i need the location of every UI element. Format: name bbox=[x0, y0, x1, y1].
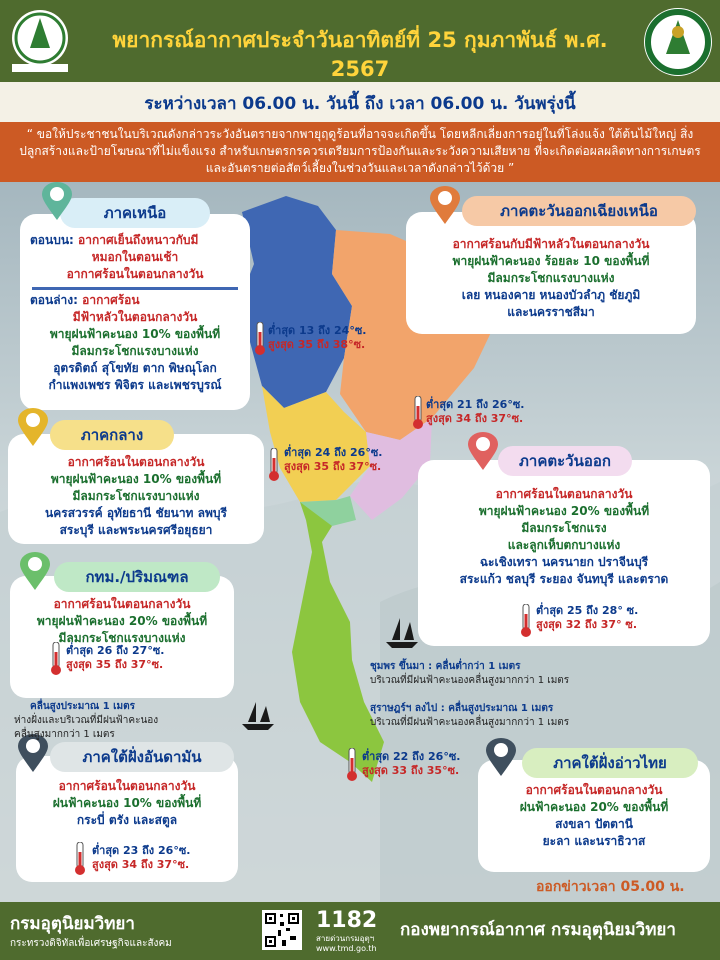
location-pin-icon bbox=[18, 552, 52, 592]
north-lower-6: กำแพงเพชร พิจิตร และเพชรบูรณ์ bbox=[48, 378, 222, 392]
south-east-line-4: ยะลา และนราธิวาส bbox=[542, 834, 646, 848]
bangkok-temperature: ต่ำสุด 26 ถึง 27°ซ. สูงสุด 35 ถึง 37°ซ. bbox=[66, 644, 165, 671]
central-line-5: สระบุรี และพระนครศรีอยุธยา bbox=[59, 523, 213, 537]
meteorological-department-logo bbox=[642, 4, 714, 78]
header-bar bbox=[0, 0, 720, 82]
thermometer-icon bbox=[254, 322, 266, 356]
north-upper-1: อากาศเย็นถึงหนาวกับมี bbox=[78, 233, 199, 247]
thermometer-icon bbox=[74, 842, 86, 876]
warning-notice: “ ขอให้ประชาชนในบริเวณดังกล่าวระวังอันตรายจากพายุฤดูร้อนที่อาจจะเกิดขึ้น โดยหลีกเลี่ยงการอยู่ในที่โล่งแจ้ง ใต้ต้นไม้ใหญ่ สิ่งปลูกสร้างและป้ายโฆษณาที่ไม่แข็งแรง สำหรับเกษตรกรควรเตรียมการป้องกันและระวังความเสียหาย ที่จะเกิดต่อผลผลิตทางการเกษตรและอันตรายต่อสัตว์เลี้ยงในช่วงวันและเวลาดังกล่าวไว้ด้วย ” bbox=[0, 122, 720, 182]
bangkok-card bbox=[10, 576, 234, 698]
tmd-logo-left bbox=[4, 8, 76, 74]
north-lower-2: มีฟ้าหลัวในตอนกลางวัน bbox=[72, 310, 198, 324]
thermometer-icon bbox=[412, 396, 424, 430]
footer-org: กรมอุตุนิยมวิทยา bbox=[10, 914, 135, 934]
south-east-line-3: สงขลา ปัตตานี bbox=[555, 817, 633, 831]
northeast-line-1: อากาศร้อนกับมีฟ้าหลัวในตอนกลางวัน bbox=[452, 237, 650, 251]
location-pin-icon bbox=[466, 432, 500, 472]
thermometer-icon bbox=[520, 604, 532, 638]
east-line-4: และลูกเห็บตกบางแห่ง bbox=[507, 538, 621, 552]
location-pin-icon bbox=[428, 186, 462, 226]
north-temperature: ต่ำสุด 13 ถึง 24°ซ. สูงสุด 35 ถึง 38°ซ. bbox=[268, 324, 367, 351]
east-line-3: มีลมกระโชกแรง bbox=[521, 521, 607, 535]
south-west-line-2: ฝนฟ้าคะนอง 10% ของพื้นที่ bbox=[52, 796, 202, 810]
thermometer-icon bbox=[268, 448, 280, 482]
central-temperature: ต่ำสุด 24 ถึง 26°ซ. สูงสุด 35 ถึง 37°ซ. bbox=[284, 446, 383, 473]
northeast-line-2: พายุฝนฟ้าคะนอง ร้อยละ 10 ของพื้นที่ bbox=[452, 254, 650, 268]
east-title: ภาคตะวันออก bbox=[498, 446, 632, 476]
east-temperature: ต่ำสุด 25 ถึง 28° ซ. สูงสุด 32 ถึง 37° ซ. bbox=[536, 604, 639, 631]
north-card bbox=[20, 214, 250, 410]
northeast-line-4: เลย หนองคาย หนองบัวลำภู ชัยภูมิ bbox=[461, 288, 641, 302]
north-upper-2: หมอกในตอนเช้า bbox=[91, 250, 179, 264]
gulf-wave-info-2: สุราษฎร์ฯ ลงไป : คลื่นสูงประมาณ 1 เมตร บริเวณที่มีฝนฟ้าคะนองคลื่นสูงมากกว่า 1 เมตร bbox=[370, 703, 570, 728]
gulf-wave-info-1: ชุมพร ขึ้นมา : คลื่นต่ำกว่า 1 เมตร บริเวณที่มีฝนฟ้าคะนองคลื่นสูงมากกว่า 1 เมตร bbox=[370, 661, 570, 686]
south-east-line-2: ฝนฟ้าคะนอง 20% ของพื้นที่ bbox=[519, 800, 669, 814]
issued-time: ออกข่าวเวลา 05.00 น. bbox=[536, 879, 685, 895]
bangkok-line-3: มีลมกระโชกแรงบางแห่ง bbox=[58, 631, 186, 645]
northeast-line-3: มีลมกระโชกแรงบางแห่ง bbox=[487, 271, 615, 285]
northeast-temperature: ต่ำสุด 21 ถึง 26°ซ. สูงสุด 34 ถึง 37°ซ. bbox=[426, 398, 525, 425]
south-west-title: ภาคใต้ฝั่งอันดามัน bbox=[50, 742, 234, 772]
hotline-number[interactable]: 1182 bbox=[316, 908, 378, 933]
forecast-period: ระหว่างเวลา 06.00 น. วันนี้ ถึง เวลา 06.00 น. วันพรุ่งนี้ bbox=[144, 94, 576, 114]
bangkok-line-1: อากาศร้อนในตอนกลางวัน bbox=[53, 597, 191, 611]
website-link[interactable]: www.tmd.go.th bbox=[316, 944, 377, 953]
south-east-temperature: ต่ำสุด 22 ถึง 26°ซ. สูงสุด 33 ถึง 35°ซ. bbox=[362, 750, 461, 777]
south-west-line-1: อากาศร้อนในตอนกลางวัน bbox=[58, 779, 196, 793]
thermometer-icon bbox=[50, 642, 62, 676]
bangkok-line-2: พายุฝนฟ้าคะนอง 20% ของพื้นที่ bbox=[36, 614, 208, 628]
bangkok-title: กทม./ปริมณฑล bbox=[54, 562, 220, 592]
footer-department: กองพยากรณ์อากาศ กรมอุตุนิยมวิทยา bbox=[400, 920, 676, 940]
central-line-4: นครสวรรค์ อุทัยธานี ชัยนาท ลพบุรี bbox=[45, 506, 227, 520]
south-east-title: ภาคใต้ฝั่งอ่าวไทย bbox=[522, 748, 698, 778]
north-lower-5: อุตรดิตถ์ สุโขทัย ตาก พิษณุโลก bbox=[53, 361, 217, 375]
north-lower-label: ตอนล่าง: bbox=[30, 293, 78, 307]
central-line-1: อากาศร้อนในตอนกลางวัน bbox=[67, 455, 205, 469]
south-east-line-1: อากาศร้อนในตอนกลางวัน bbox=[525, 783, 663, 797]
hotline-label: สายด่วนกรมอุตุฯ www.tmd.go.th bbox=[316, 934, 377, 953]
south-west-temperature: ต่ำสุด 23 ถึง 26°ซ. สูงสุด 34 ถึง 37°ซ. bbox=[92, 844, 191, 871]
east-line-1: อากาศร้อนในตอนกลางวัน bbox=[495, 487, 633, 501]
north-lower-3: พายุฝนฟ้าคะนอง 10% ของพื้นที่ bbox=[49, 327, 221, 341]
east-line-5: ฉะเชิงเทรา นครนายก ปราจีนบุรี bbox=[479, 555, 649, 569]
northeast-card bbox=[406, 212, 696, 334]
location-pin-icon bbox=[16, 408, 50, 448]
northeast-title: ภาคตะวันออกเฉียงเหนือ bbox=[462, 196, 696, 226]
north-lower-1: อากาศร้อน bbox=[82, 293, 140, 307]
north-upper-label: ตอนบน: bbox=[30, 233, 74, 247]
north-title: ภาคเหนือ bbox=[60, 198, 210, 228]
footer-ministry: กระทรวงดิจิทัลเพื่อเศรษฐกิจและสังคม bbox=[10, 938, 172, 949]
qr-code-icon[interactable] bbox=[262, 910, 302, 950]
north-divider bbox=[32, 287, 238, 290]
central-card bbox=[8, 434, 264, 544]
location-pin-icon bbox=[40, 182, 74, 222]
page-title: พยากรณ์อากาศประจำวันอาทิตย์ที่ 25 กุมภาพันธ์ พ.ศ. 2567 bbox=[112, 28, 608, 81]
east-line-6: สระแก้ว ชลบุรี ระยอง จันทบุรี และตราด bbox=[459, 572, 669, 586]
north-region bbox=[242, 196, 352, 408]
central-line-2: พายุฝนฟ้าคะนอง 10% ของพื้นที่ bbox=[50, 472, 222, 486]
north-lower-4: มีลมกระโชกแรงบางแห่ง bbox=[71, 344, 199, 358]
northeast-line-5: และนครราชสีมา bbox=[507, 305, 595, 319]
central-line-3: มีลมกระโชกแรงบางแห่ง bbox=[72, 489, 200, 503]
thermometer-icon bbox=[346, 748, 358, 782]
andaman-wave-info: คลื่นสูงประมาณ 1 เมตร ห่างฝั่งและบริเวณที่มีฝนฟ้าคะนอง คลื่นสูงมากกว่า 1 เมตร bbox=[14, 701, 159, 740]
map-scene bbox=[0, 182, 720, 902]
south-west-line-3: กระบี่ ตรัง และสตูล bbox=[76, 813, 178, 827]
north-upper-3: อากาศร้อนในตอนกลางวัน bbox=[66, 267, 204, 281]
east-line-2: พายุฝนฟ้าคะนอง 20% ของพื้นที่ bbox=[478, 504, 650, 518]
location-pin-icon bbox=[484, 738, 518, 778]
central-title: ภาคกลาง bbox=[50, 420, 174, 450]
